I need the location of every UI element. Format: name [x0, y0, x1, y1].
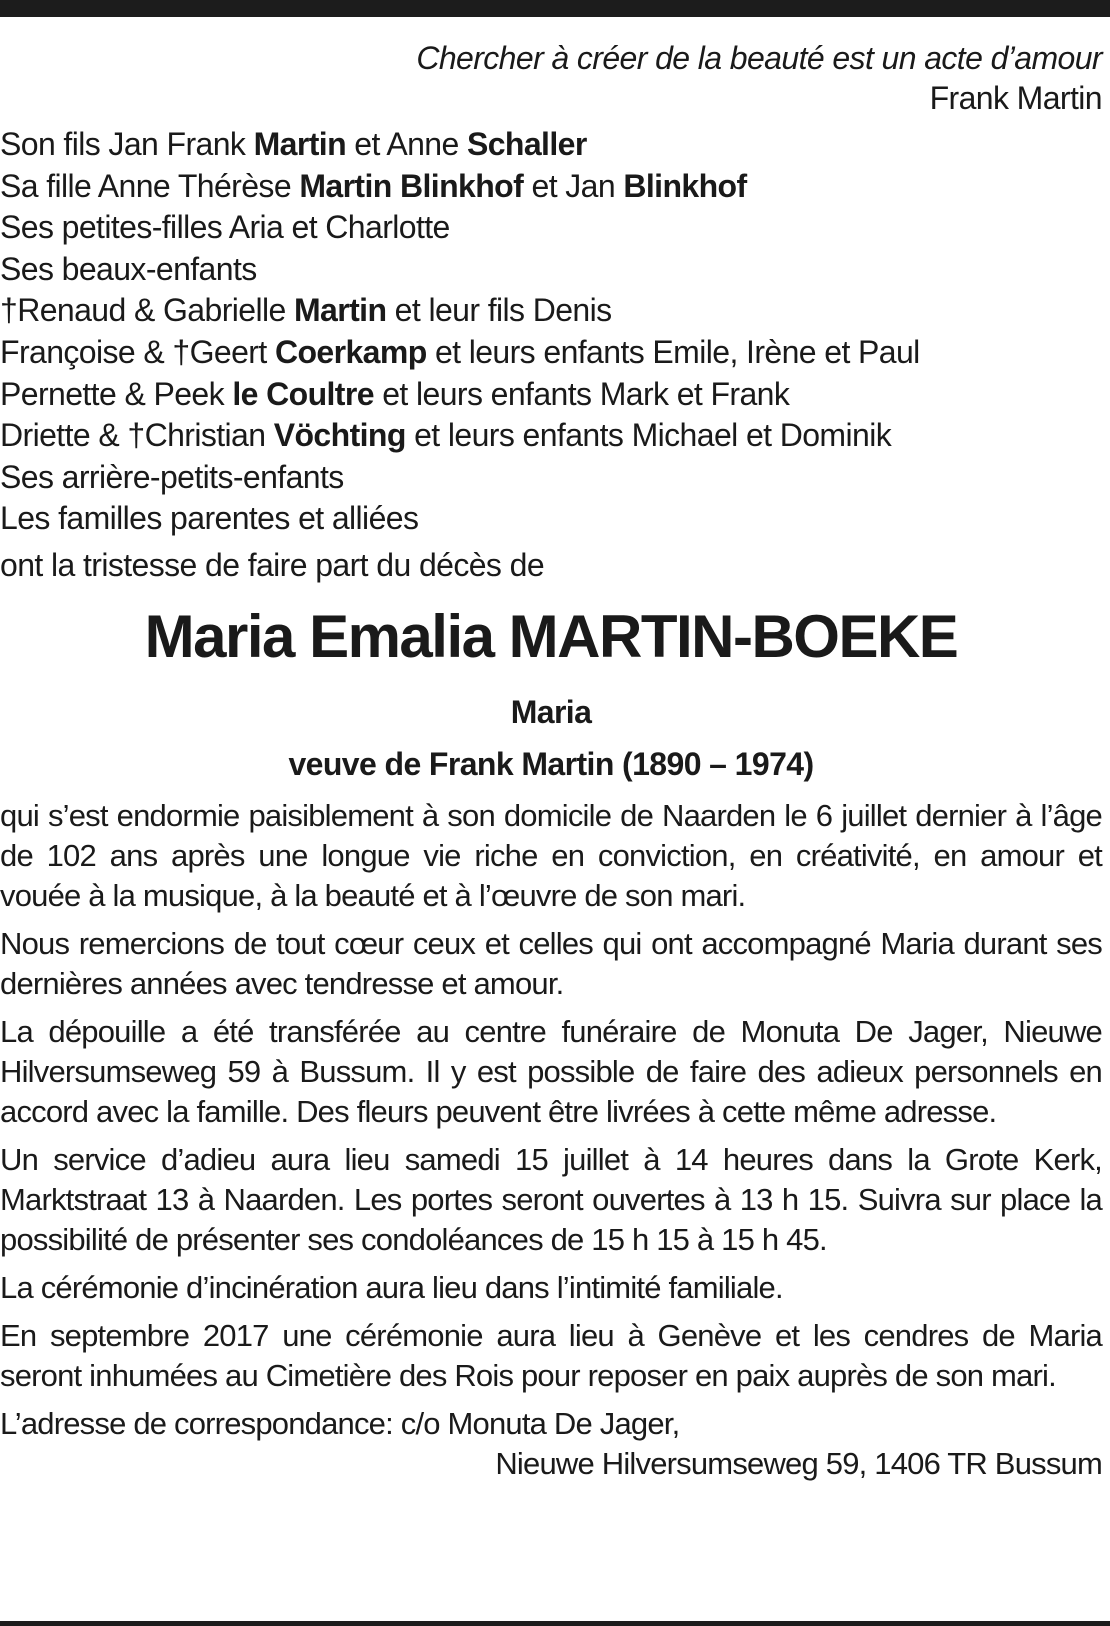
family-text: et Anne	[346, 126, 467, 162]
paragraph-cremation: La cérémonie d’incinération aura lieu dans l’intimité familiale.	[0, 1269, 783, 1305]
family-surname: Martin Blinkhof	[299, 167, 524, 204]
family-line	[0, 457, 1102, 499]
family-line	[0, 249, 1102, 291]
family-text: et Jan	[523, 167, 624, 204]
family-list	[0, 124, 1102, 540]
family-line	[0, 166, 1102, 208]
deceased-nickname: Maria	[510, 693, 592, 730]
paragraph-remains: La dépouille a été transférée au centre funéraire de Monuta De Jager, Nieuwe Hilversumseweg 59 à Bussum. Il y est possible de faire des adieux personnels en accord avec la famille. Des fleurs peuvent être livrées à cette même adresse.	[0, 1013, 1102, 1129]
family-surname: Martin	[253, 126, 347, 162]
epigraph-quote: Chercher à créer de la beauté est un acte d’amour	[416, 40, 1102, 76]
family-text: †Renaud & Gabrielle	[0, 292, 294, 329]
family-line	[0, 498, 1102, 540]
family-surname: Coerkamp	[274, 333, 427, 370]
paragraph-thanks: Nous remercions de tout cœur ceux et celles qui ont accompagné Maria durant ses dernières années avec tendresse et amour.	[0, 925, 1102, 1001]
family-line	[0, 207, 1102, 249]
family-text: Driette & †Christian	[0, 417, 274, 454]
family-text: Françoise & †Geert	[0, 333, 275, 370]
top-rule	[0, 0, 1110, 17]
correspondence-address-line1: L’adresse de correspondance: c/o Monuta De Jager,	[0, 1405, 680, 1441]
family-surname: Blinkhof	[623, 167, 747, 204]
family-surname: Vöchting	[273, 417, 406, 454]
obituary-notice	[0, 38, 1102, 1484]
bottom-rule	[0, 1621, 1110, 1626]
family-line	[0, 374, 1102, 416]
family-text: et leurs enfants Michael et Dominik	[405, 417, 892, 454]
announcement-text: ont la tristesse de faire part du décès de	[0, 546, 545, 583]
widow-of-line: veuve de Frank Martin (1890 – 1974)	[288, 745, 814, 782]
family-line	[0, 332, 1102, 374]
family-text: Pernette & Peek	[0, 375, 233, 412]
family-line	[0, 290, 1102, 332]
correspondence-address-line2: Nieuwe Hilversumseweg 59, 1406 TR Bussum	[495, 1445, 1102, 1481]
family-surname: Martin	[293, 292, 387, 329]
family-text: et leurs enfants Emile, Irène et Paul	[426, 333, 920, 370]
family-text: Son fils Jan Frank	[0, 126, 254, 162]
family-text: et leur fils Denis	[386, 292, 612, 329]
family-text: Ses petites-filles Aria et Charlotte	[0, 209, 450, 246]
family-text: Ses beaux-enfants	[0, 250, 257, 287]
deceased-name: Maria Emalia MARTIN-BOEKE	[144, 602, 958, 670]
family-text: Ses arrière-petits-enfants	[0, 458, 344, 495]
epigraph-author: Frank Martin	[929, 80, 1102, 116]
family-line	[0, 124, 1102, 166]
paragraph-service: Un service d’adieu aura lieu samedi 15 juillet à 14 heures dans la Grote Kerk, Marktstraat 13 à Naarden. Les portes seront ouvertes à 13 h 15. Suivra sur place la possibilité de présenter ses condoléances de 15 h 15 à 15 h 45.	[0, 1141, 1102, 1257]
family-text: Les familles parentes et alliées	[0, 500, 419, 537]
paragraph-burial: En septembre 2017 une cérémonie aura lieu à Genève et les cendres de Maria seront inhumées au Cimetière des Rois pour reposer en paix auprès de son mari.	[0, 1317, 1102, 1393]
family-surname: Schaller	[466, 126, 587, 162]
family-line	[0, 415, 1102, 457]
paragraph-death: qui s’est endormie paisiblement à son domicile de Naarden le 6 juillet dernier à l’âge de 102 ans après une longue vie riche en conviction, en créativité, en amour et vouée à la musique, à la beauté et à l’œuvre de son mari.	[0, 797, 1102, 913]
family-text: et leurs enfants Mark et Frank	[373, 375, 790, 412]
family-text: Sa fille Anne Thérèse	[0, 167, 300, 204]
family-surname: le Coultre	[232, 375, 374, 412]
